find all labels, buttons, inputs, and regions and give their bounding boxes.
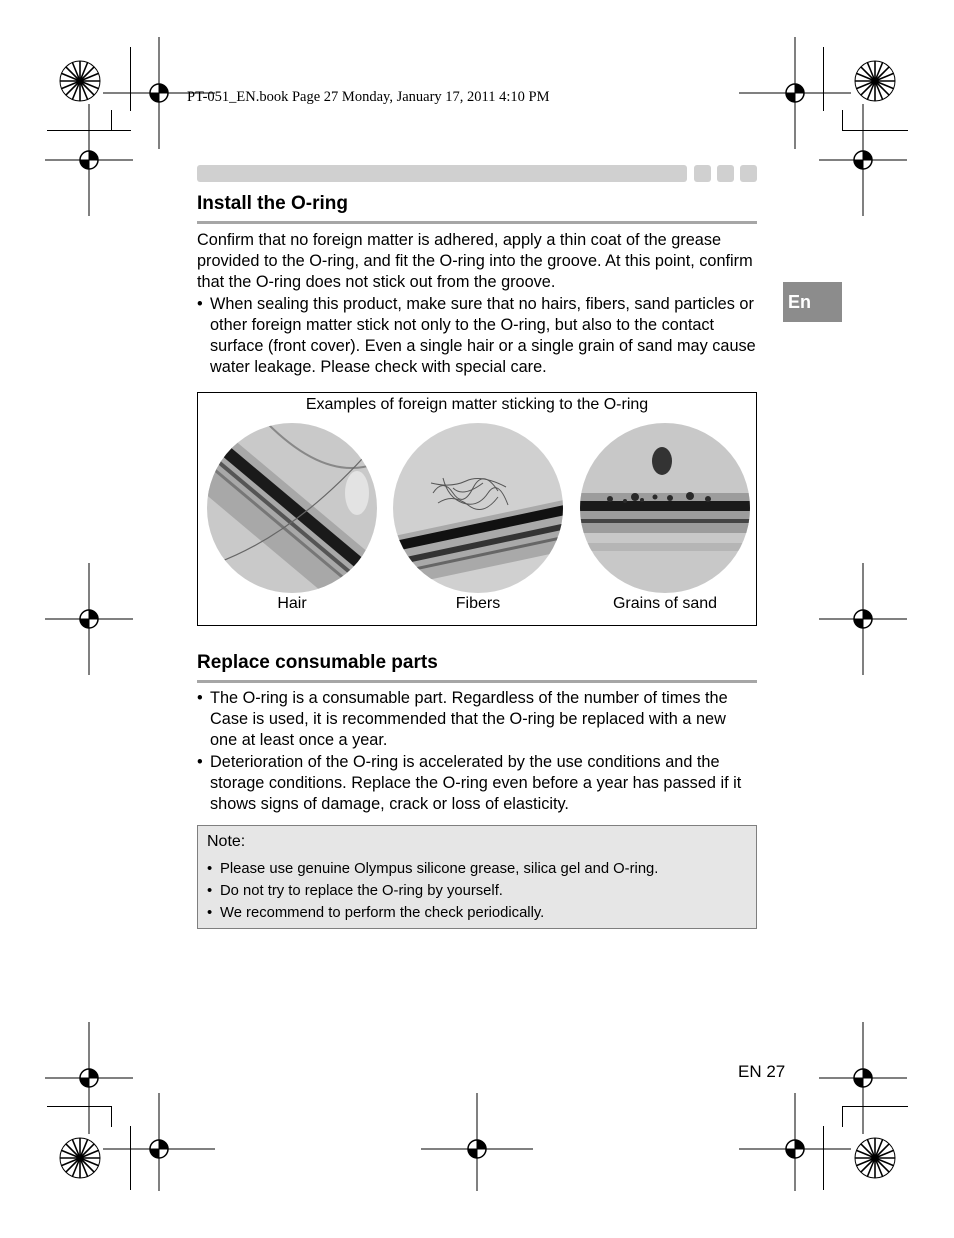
list-item: • Deterioration of the O-ring is accelerated by the use conditions and the storage conditions. Replace the O-ring even before a year has passed if it shows signs of damage, crack or loss of elasticity. [197,753,742,813]
list-item: • Do not try to replace the O-ring by yourself. [207,880,747,902]
note-title: Note: [207,833,246,850]
bullet-icon: • [197,295,203,314]
bullet-icon: • [207,905,213,921]
list-item: • When sealing this product, make sure that no hairs, fibers, sand particles or other foreign matter stick not only to the O-ring, but also to the contact surface (front cover). Even a single hair or a single grain of sand may cause water leakage. Please check with special care. [197,295,756,376]
figure-label-grains-of-sand: Grains of sand [612,595,718,612]
foreign-matter-figure [197,392,757,626]
language-tab: En [783,282,842,322]
registration-crosshair-icon [819,104,907,216]
section-divider [197,221,757,224]
list-item: • Please use genuine Olympus silicone grease, silica gel and O-ring. [207,858,747,880]
install-paragraph: Confirm that no foreign matter is adhered, apply a thin coat of the grease provided to the O-ring, and fit the O-ring into the groove. At this point, confirm that the O-ring does not stick out from the groove. [197,231,753,291]
bullet-icon: • [207,861,213,877]
starburst-target-icon [850,56,900,106]
registration-crosshair-icon [739,37,851,149]
registration-crosshair-icon [103,1093,215,1191]
bullet-icon: • [207,883,213,899]
figure-caption: Examples of foreign matter sticking to the O-ring [305,396,649,413]
section-title-install-o-ring: Install the O-ring [197,193,348,214]
registration-crosshair-icon [45,563,133,675]
section-replace-body [197,688,757,815]
registration-crosshair-icon [45,104,133,216]
hair-photo [207,423,377,593]
section-title-replace-parts: Replace consumable parts [197,652,438,673]
registration-crosshair-icon [819,1022,907,1134]
bullet-icon: • [197,689,203,707]
figure-label-fibers: Fibers [455,595,501,612]
book-header: PT-051_EN.book Page 27 Monday, January 17, 2011 4:10 PM [187,89,550,105]
section-divider [197,680,757,683]
starburst-target-icon [55,56,105,106]
section-install-body [197,230,757,378]
list-item: • We recommend to perform the check periodically. [207,902,747,924]
fibers-photo [393,423,563,593]
bullet-icon: • [197,753,203,772]
note-list [207,858,747,924]
registration-crosshair-icon [45,1022,133,1134]
note-box [197,825,757,929]
registration-crosshair-icon [819,563,907,675]
registration-crosshair-icon [739,1093,851,1191]
figure-label-hair: Hair [277,595,307,612]
page-number: EN 27 [738,1062,786,1081]
registration-crosshair-icon [421,1093,533,1191]
starburst-target-icon [55,1133,105,1183]
sand-photo [580,423,750,593]
list-item: • The O-ring is a consumable part. Regardless of the number of times the Case is used, it is recommended that the O-ring be replaced with a new one at least once a year. [197,689,728,749]
starburst-target-icon [850,1133,900,1183]
